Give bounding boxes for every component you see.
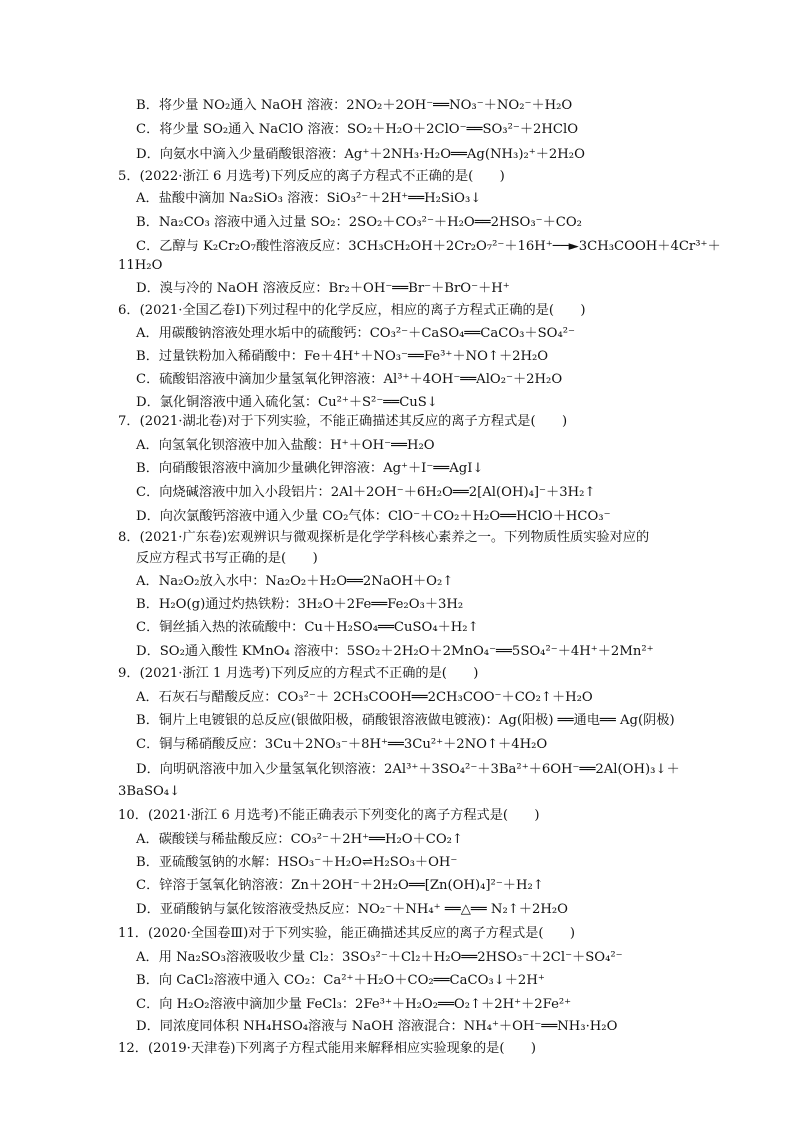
answer-option: B．向硝酸银溶液中滴加少量碘化钾溶液：Ag⁺＋I⁻══AgI↓ xyxy=(136,461,484,476)
question-stem: 12．(2019·天津卷)下列离子方程式能用来解释相应实验现象的是( ) xyxy=(118,1041,536,1056)
answer-option: A．用碳酸钠溶液处理水垢中的硫酸钙：CO₃²⁻＋CaSO₄══CaCO₃＋SO₄²⁻ xyxy=(136,326,576,341)
answer-option: D．向次氯酸钙溶液中通入少量 CO₂气体：ClO⁻＋CO₂＋H₂O══HClO＋HCO₃⁻ xyxy=(136,509,611,524)
answer-option: A．向氢氧化钡溶液中加入盐酸：H⁺＋OH⁻══H₂O xyxy=(136,438,435,453)
answer-option: B．Na₂CO₃ 溶液中通入过量 SO₂：2SO₂＋CO₃²⁻＋H₂O══2HSO₃⁻＋CO₂ xyxy=(136,215,582,230)
question-stem: 9．(2021·浙江 1 月选考)下列反应的方程式不正确的是( ) xyxy=(118,666,479,681)
answer-option: B．亚硫酸氢钠的水解：HSO₃⁻＋H₂O⇌H₂SO₃＋OH⁻ xyxy=(136,855,458,870)
answer-option: A．石灰石与醋酸反应：CO₃²⁻＋ 2CH₃COOH══2CH₃COO⁻＋CO₂↑＋H₂O xyxy=(136,690,593,705)
line-continuation: 3BaSO₄↓ xyxy=(118,784,181,799)
answer-option: D．向明矾溶液中加入少量氢氧化钡溶液：2Al³⁺＋3SO₄²⁻＋3Ba²⁺＋6OH⁻══2Al(OH)₃↓＋ xyxy=(136,762,680,777)
question-stem: 11．(2020·全国卷Ⅲ)对于下列实验，能正确描述其反应的离子方程式是( ) xyxy=(118,926,576,941)
answer-option: D．SO₂通入酸性 KMnO₄ 溶液中：5SO₂＋2H₂O＋2MnO₄⁻══5SO₄²⁻＋4H⁺＋2Mn²⁺ xyxy=(136,644,654,659)
question-stem: 7．(2021·湖北卷)对于下列实验，不能正确描述其反应的离子方程式是( ) xyxy=(118,414,568,429)
question-stem: 10．(2021·浙江 6 月选考)不能正确表示下列变化的离子方程式是( ) xyxy=(118,808,540,823)
answer-option: B．过量铁粉加入稀硝酸中：Fe＋4H⁺＋NO₃⁻══Fe³⁺＋NO↑＋2H₂O xyxy=(136,349,549,364)
answer-option: D．亚硝酸钠与氯化铵溶液受热反应：NO₂⁻＋NH₄⁺ ══△══ N₂↑＋2H₂O xyxy=(136,902,568,917)
answer-option: A．用 Na₂SO₃溶液吸收少量 Cl₂：3SO₃²⁻＋Cl₂＋H₂O══2HSO₃⁻＋2Cl⁻＋SO₄²⁻ xyxy=(136,950,623,965)
answer-option: B．将少量 NO₂通入 NaOH 溶液：2NO₂＋2OH⁻══NO₃⁻＋NO₂⁻＋H₂O xyxy=(136,98,573,113)
question-stem: 8．(2021·广东卷)宏观辨识与微观探析是化学学科核心素养之一。下列物质性质实验对应的 xyxy=(118,530,650,545)
answer-option: D．氯化铜溶液中通入硫化氢：Cu²⁺＋S²⁻══CuS↓ xyxy=(136,395,438,410)
answer-option: C．硫酸铝溶液中滴加少量氢氧化钾溶液：Al³⁺＋4OH⁻══AlO₂⁻＋2H₂O xyxy=(136,372,563,387)
answer-option: C．铜与稀硝酸反应：3Cu＋2NO₃⁻＋8H⁺══3Cu²⁺＋2NO↑＋4H₂O xyxy=(136,737,548,752)
answer-option: B．向 CaCl₂溶液中通入 CO₂：Ca²⁺＋H₂O＋CO₂══CaCO₃↓＋2H⁺ xyxy=(136,973,545,988)
answer-option: C．铜丝插入热的浓硫酸中：Cu＋H₂SO₄══CuSO₄＋H₂↑ xyxy=(136,620,479,635)
answer-option: C．向 H₂O₂溶液中滴加少量 FeCl₃：2Fe³⁺＋H₂O₂══O₂↑＋2H⁺＋2Fe²⁺ xyxy=(136,997,572,1012)
answer-option: D．向氨水中滴入少量硝酸银溶液：Ag⁺＋2NH₃·H₂O══Ag(NH₃)₂⁺＋2H₂O xyxy=(136,147,585,162)
answer-option: C．锌溶于氢氧化钠溶液：Zn＋2OH⁻＋2H₂O══[Zn(OH)₄]²⁻＋H₂↑ xyxy=(136,878,544,893)
answer-option: A．Na₂O₂放入水中：Na₂O₂＋H₂O══2NaOH＋O₂↑ xyxy=(136,574,454,589)
question-stem: 5．(2022·浙江 6 月选考)下列反应的离子方程式不正确的是( ) xyxy=(118,169,505,184)
answer-option: B．铜片上电镀银的总反应(银做阳极，硝酸银溶液做电镀液)：Ag(阳极) ══通电══ Ag(阴极) xyxy=(136,713,675,728)
answer-option: C．将少量 SO₂通入 NaClO 溶液：SO₂＋H₂O＋2ClO⁻══SO₃²⁻＋2HClO xyxy=(136,122,579,137)
line-continuation: 反应方程式书写正确的是( ) xyxy=(136,551,318,566)
answer-option: A．碳酸镁与稀盐酸反应：CO₃²⁻＋2H⁺══H₂O＋CO₂↑ xyxy=(136,832,463,847)
answer-option: B．H₂O(g)通过灼热铁粉：3H₂O＋2Fe══Fe₂O₃＋3H₂ xyxy=(136,597,464,612)
answer-option: C．乙醇与 K₂Cr₂O₇酸性溶液反应：3CH₃CH₂OH＋2Cr₂O₇²⁻＋16H⁺──►3CH₃COOH＋4Cr³⁺＋ xyxy=(136,239,721,254)
answer-option: C．向烧碱溶液中加入小段铝片：2Al＋2OH⁻＋6H₂O══2[Al(OH)₄]⁻＋3H₂↑ xyxy=(136,485,596,500)
answer-option: D．溴与冷的 NaOH 溶液反应：Br₂＋OH⁻══Br⁻＋BrO⁻＋H⁺ xyxy=(136,281,510,296)
answer-option: D．同浓度同体积 NH₄HSO₄溶液与 NaOH 溶液混合：NH₄⁺＋OH⁻══NH₃·H₂O xyxy=(136,1019,618,1034)
answer-option: A．盐酸中滴加 Na₂SiO₃ 溶液：SiO₃²⁻＋2H⁺══H₂SiO₃↓ xyxy=(136,191,482,206)
line-continuation: 11H₂O xyxy=(118,258,163,273)
question-stem: 6．(2021·全国乙卷Ⅰ)下列过程中的化学反应，相应的离子方程式正确的是( ) xyxy=(118,303,586,318)
